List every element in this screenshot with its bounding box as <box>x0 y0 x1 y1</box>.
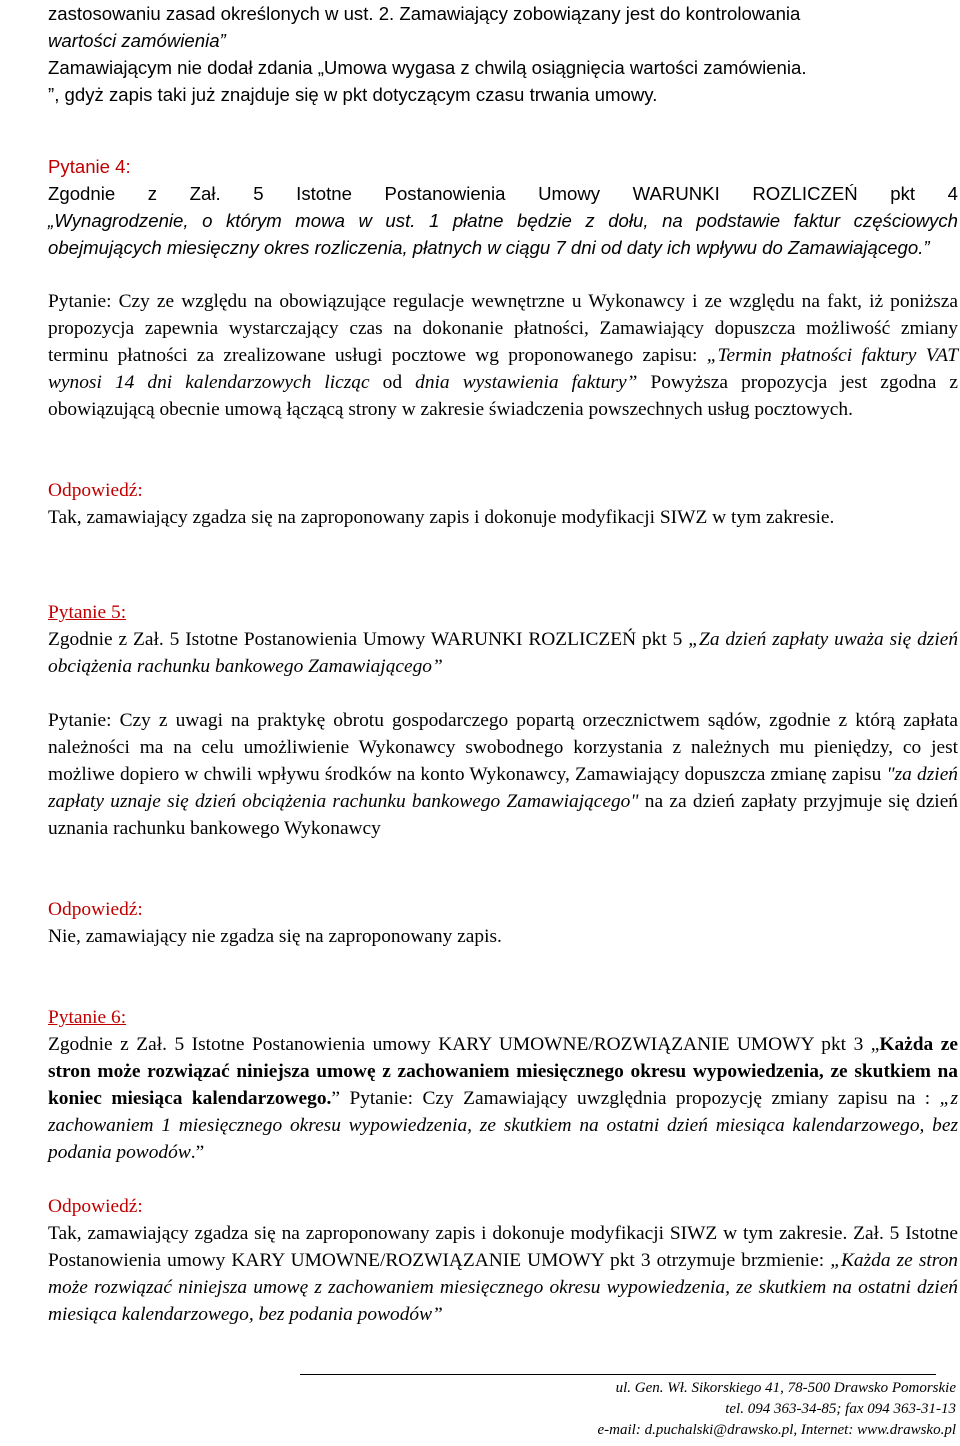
question-4-answer-label: Odpowiedź: <box>48 480 143 501</box>
continuation-line-2: wartości zamówienia” <box>48 30 226 51</box>
continuation-paragraph <box>48 0 958 108</box>
footer-phone: tel. 094 363-34-85; fax 094 363-31-13 <box>725 1401 956 1417</box>
question-5-answer: Nie, zamawiający nie zgadza się na zaproponowany zapis. <box>48 926 502 947</box>
question-6-heading: Pytanie 6: <box>48 1007 127 1028</box>
question-5-question-tail: na za dzień zapłaty przyjmuje się dzień uznania rachunku bankowego Wykonawcy <box>48 791 958 839</box>
question-6-bold-clause: Każda ze stron może rozwiązać niniejsza umowę z zachowaniem miesięcznego okresu wypowiedzenia, ze skutkiem na koniec miesiąca kalendarzowego. <box>48 1034 958 1109</box>
question-4-question-mid: od <box>369 372 416 393</box>
footer-address: ul. Gen. Wł. Sikorskiego 41, 78-500 Drawsko Pomorskie <box>615 1380 956 1396</box>
question-5-intro <box>48 626 958 680</box>
question-4-quote: „Wynagrodzenie, o którym mowa w ust. 1 płatne będzie z dołu, na podstawie faktur częściowych obejmujących miesięczny okres rozliczenia, płatnych w ciągu 7 dni od daty ich wpływu do Zamawiającego.” <box>48 210 958 258</box>
question-6-answer <box>48 1220 958 1328</box>
question-4-question-text: Pytanie: Czy ze względu na obowiązujące regulacje wewnętrzne u Wykonawcy i ze względu na fakt, iż poniższa propozycja zapewnia wystarczający czas na dokonanie płatności, Zamawiający dopuszcza możliwość zmiany terminu płatności za zrealizowane usługi pocztowe wg proponowanego zapisu: <box>48 291 958 366</box>
question-4-answer: Tak, zamawiający zgadza się na zaproponowany zapis i dokonuje modyfikacji SIWZ w tym zakresie. <box>48 507 835 528</box>
continuation-line-4: ”, gdyż zapis taki już znajduje się w pkt dotyczącym czasu trwania umowy. <box>48 84 658 105</box>
question-4-question-tail: Powyższa propozycja jest zgodna z obowiązującą obecnie umową łączącą strony w zakresie świadczenia powszechnych usług pocztowych. <box>48 372 958 420</box>
question-6-body <box>48 1031 958 1166</box>
question-5-question-text: Pytanie: Czy z uwagi na praktykę obrotu gospodarczego popartą orzecznictwem sądów, zgodnie z którą zapłata należności ma na celu umożliwienie Wykonawcy swobodnego korzystania z należnych mu pieniędzy, co jest możliwe dopiero w chwili wpływu środków na konto Wykonawcy, Zamawiający dopuszcza zmianę zapisu <box>48 710 958 785</box>
question-5-proposed-quote: "za dzień zapłaty uznaje się dzień obciążenia rachunku bankowego Zamawiającego" <box>48 764 958 812</box>
question-4-body <box>48 288 958 423</box>
footer-divider <box>300 1374 936 1375</box>
question-4-intro <box>48 180 958 261</box>
question-5-quote: „Za dzień zapłaty uważa się dzień obciążenia rachunku bankowego Zamawiającego” <box>48 629 959 677</box>
question-4-intro-text: Zgodnie z Zał. 5 Istotne Postanowienia Umowy WARUNKI ROZLICZEŃ pkt 4 <box>48 183 958 204</box>
question-4-proposed-quote: „Termin płatności faktury VAT wynosi 14 dni kalendarzowych licząc <box>48 345 959 393</box>
question-6-intro: Zgodnie z Zał. 5 Istotne Postanowienia umowy KARY UMOWNE/ROZWIĄZANIE UMOWY pkt 3 „ <box>48 1034 880 1055</box>
question-6-quote-end: .” <box>190 1142 205 1163</box>
question-6-answer-quote: „Każda ze stron może rozwiązać niniejsza umowę z zachowaniem miesięcznego okresu wypowiedzenia, ze skutkiem na ostatni dzień miesiąca kalendarzowego, bez podania powodów” <box>48 1250 958 1325</box>
footer <box>356 1378 956 1441</box>
continuation-line-3: Zamawiającym nie dodał zdania „Umowa wygasa z chwilą osiągnięcia wartości zamówienia. <box>48 57 807 78</box>
question-6-answer-text: Tak, zamawiający zgadza się na zaproponowany zapis i dokonuje modyfikacji SIWZ w tym zakresie. Zał. 5 Istotne Postanowienia umowy KARY UMOWNE/ROZWIĄZANIE UMOWY pkt 3 otrzymuje brzmienie: <box>48 1223 958 1271</box>
question-6-answer-label: Odpowiedź: <box>48 1196 143 1217</box>
question-5-answer-label: Odpowiedź: <box>48 899 143 920</box>
question-4-heading: Pytanie 4: <box>48 156 131 177</box>
question-5-intro-text: Zgodnie z Zał. 5 Istotne Postanowienia Umowy WARUNKI ROZLICZEŃ pkt 5 <box>48 629 689 650</box>
continuation-line-1: zastosowaniu zasad określonych w ust. 2. Zamawiający zobowiązany jest do kontrolowania <box>48 3 801 24</box>
question-6-question-text: ” Pytanie: Czy Zamawiający uwzględnia propozycję zmiany zapisu na : <box>331 1088 940 1109</box>
question-5-body <box>48 707 958 842</box>
question-4-proposed-quote-end: dnia wystawienia faktury” <box>415 372 638 393</box>
footer-contact: e-mail: d.puchalski@drawsko.pl, Internet: www.drawsko.pl <box>597 1422 956 1438</box>
question-5-heading: Pytanie 5: <box>48 602 127 623</box>
question-6-proposed-quote: „z zachowaniem 1 miesięcznego okresu wypowiedzenia, ze skutkiem na ostatni dzień miesiąca kalendarzowego, bez podania powodów <box>48 1088 958 1163</box>
